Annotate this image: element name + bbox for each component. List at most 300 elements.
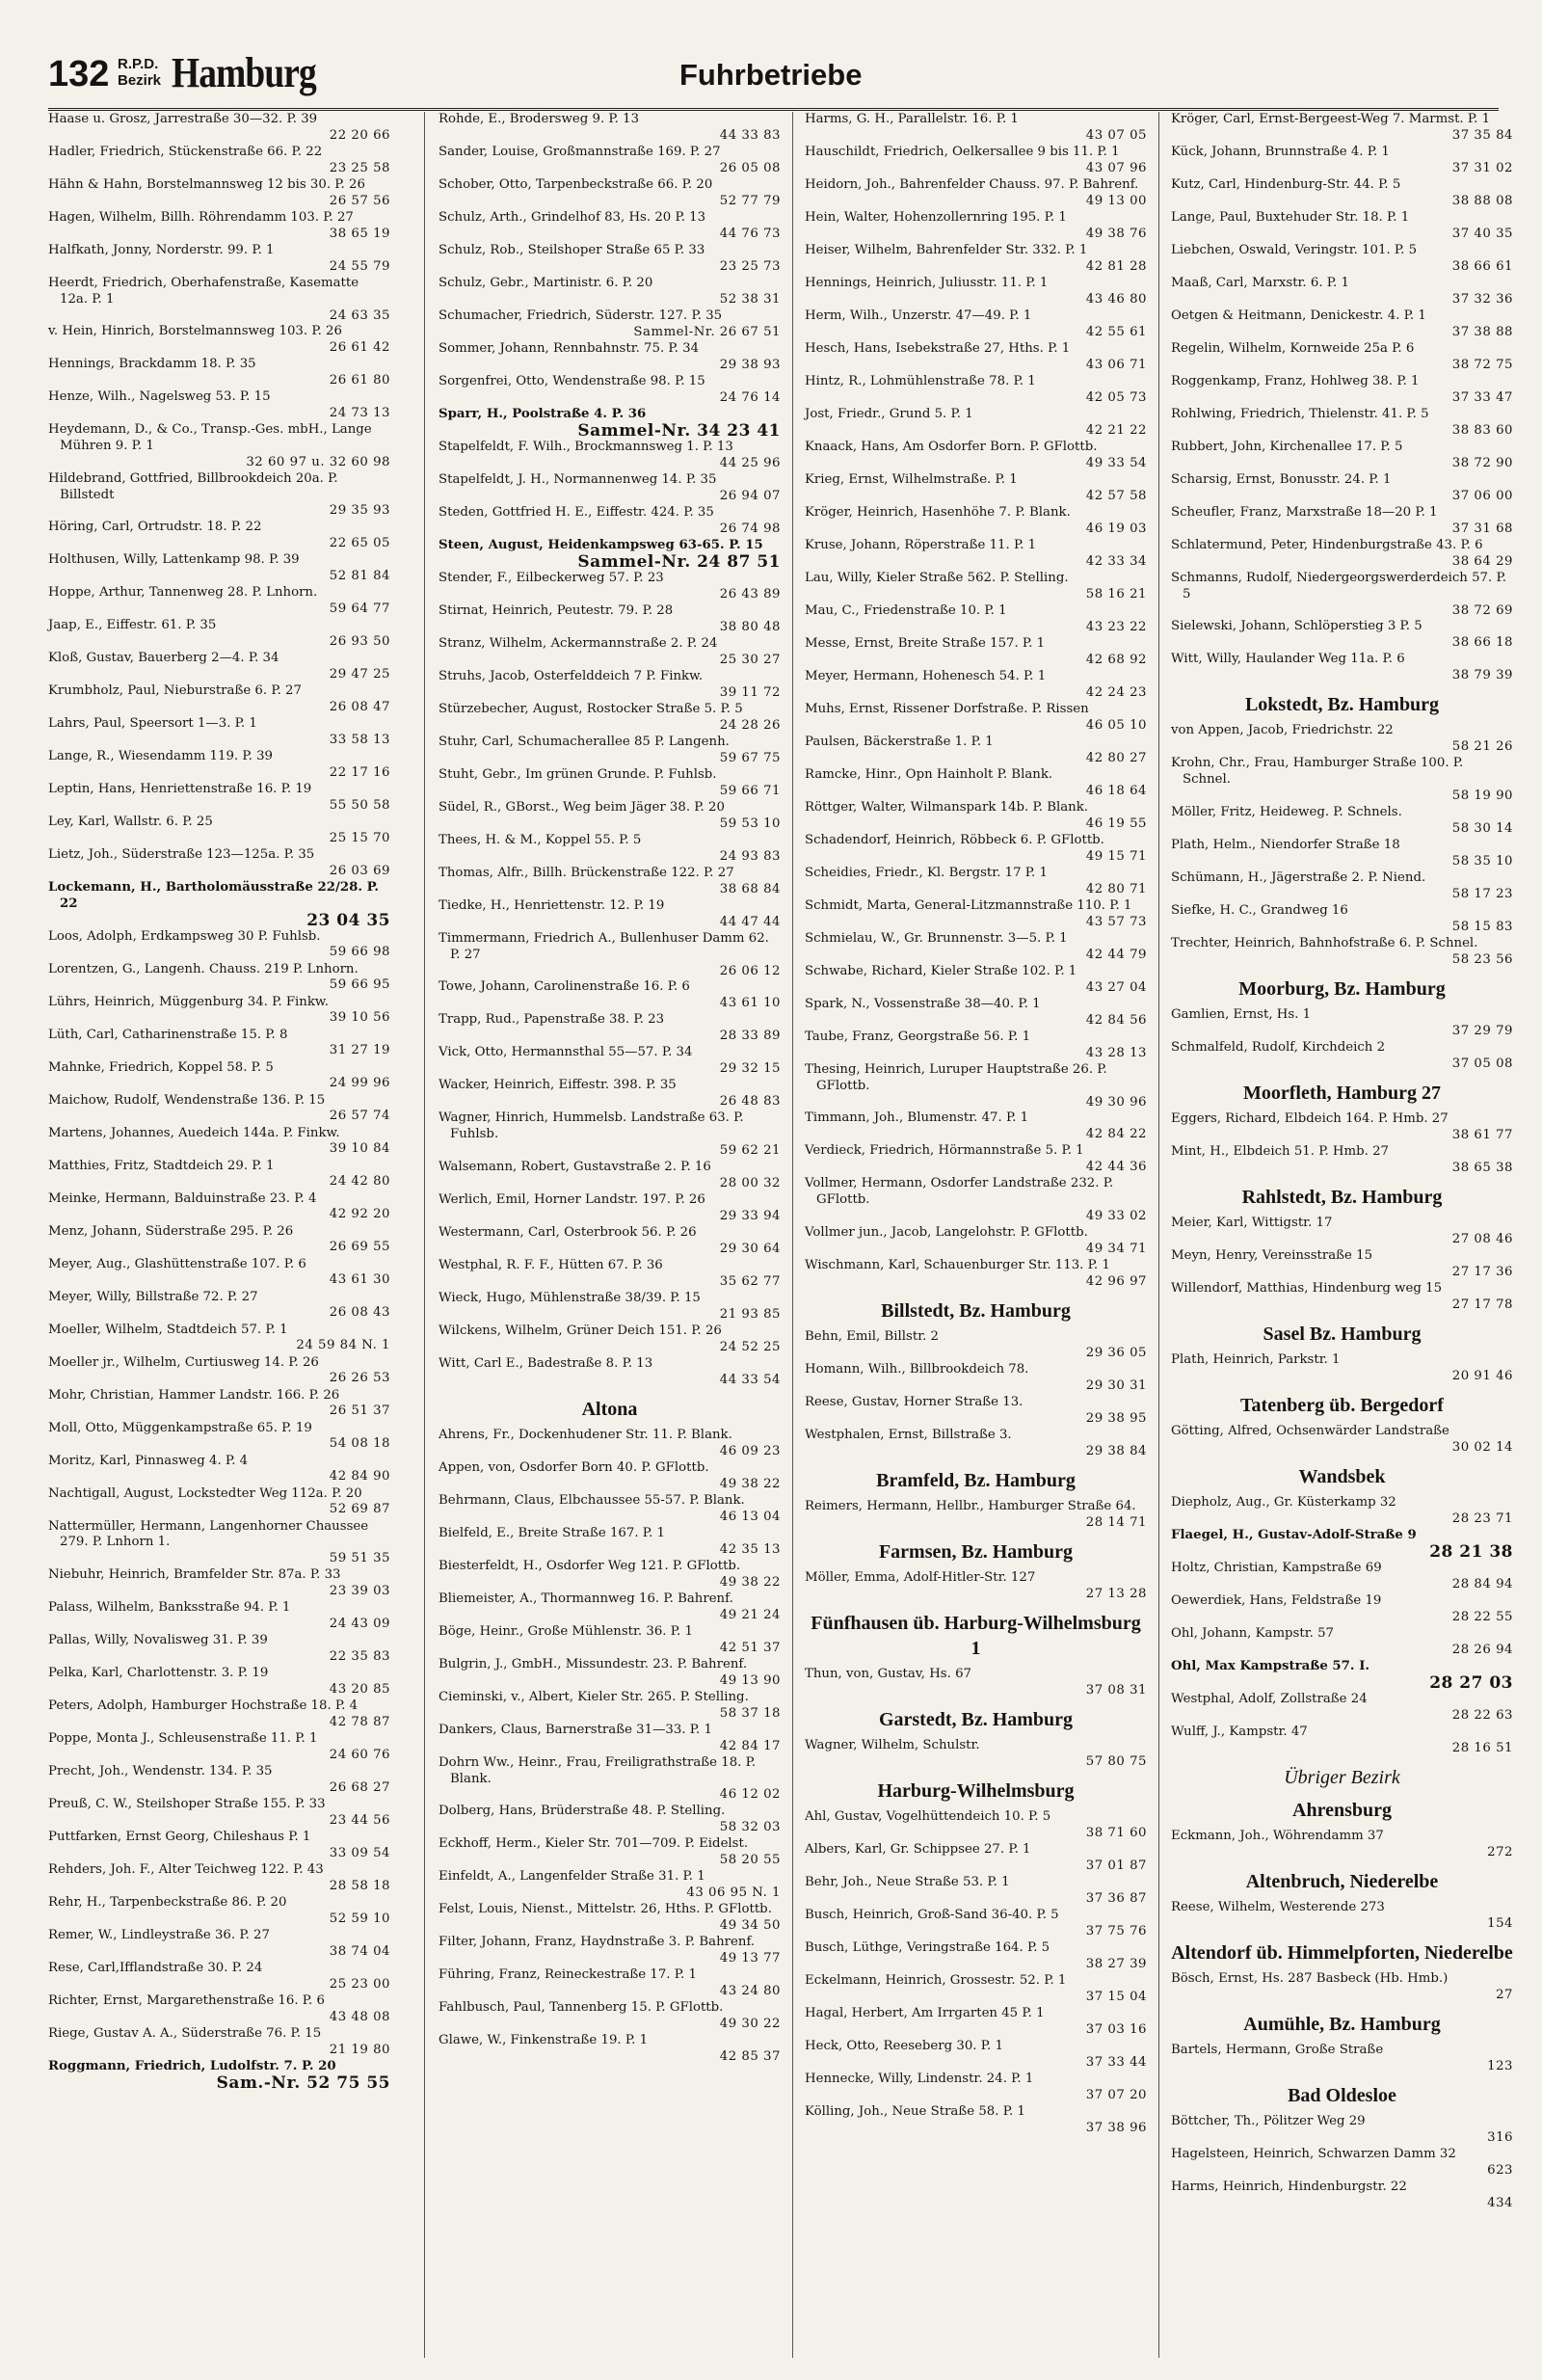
phone-number: 43 24 80 <box>719 1983 781 1998</box>
phone-number: 52 81 84 <box>329 568 390 583</box>
list-item <box>1171 870 1513 903</box>
phone-number: 24 43 09 <box>329 1616 390 1631</box>
phone-number: 42 80 27 <box>1085 750 1147 765</box>
phone-number: 37 08 31 <box>1085 1682 1147 1698</box>
list-item <box>439 1460 781 1493</box>
entry-text: Schümann, H., Jägerstraße 2. P. Niend. <box>1171 869 1426 885</box>
phone-number: 46 13 04 <box>719 1509 781 1524</box>
entry-text: Eckelmann, Heinrich, Grossestr. 52. P. 1 <box>805 1972 1067 1988</box>
list-item <box>805 145 1147 177</box>
phone-number: 42 84 56 <box>1085 1012 1147 1028</box>
entry-text: Remer, W., Lindleystraße 36. P. 27 <box>48 1927 270 1942</box>
list-item <box>48 552 390 585</box>
list-item <box>48 683 390 716</box>
phone-number: 29 47 25 <box>329 666 390 682</box>
entry-text: Behn, Emil, Billstr. 2 <box>805 1328 940 1344</box>
phone-number: 27 13 28 <box>1085 1586 1147 1601</box>
list-item <box>439 1428 781 1460</box>
list-item <box>1171 374 1513 407</box>
list-item <box>805 1842 1147 1875</box>
phone-number: 37 33 47 <box>1451 389 1513 405</box>
phone-number: 30 02 14 <box>1451 1439 1513 1455</box>
phone-number: 38 72 75 <box>1451 357 1513 372</box>
entry-text: Scheidies, Friedr., Kl. Bergstr. 17 P. 1 <box>805 866 1048 880</box>
list-item <box>439 1324 781 1356</box>
list-item <box>439 800 781 833</box>
entry-text: Oetgen & Heitmann, Denickestr. 4. P. 1 <box>1171 308 1426 323</box>
entry-text: Heerdt, Friedrich, Oberhafenstraße, Kasematte 12a. P. 1 <box>48 276 359 307</box>
list-item <box>48 1191 390 1224</box>
phone-number: 28 14 71 <box>1085 1514 1147 1530</box>
list-item <box>439 1624 781 1657</box>
entry-text: Martens, Johannes, Auedeich 144a. P. Finkw. <box>48 1125 340 1140</box>
phone-number: 39 10 56 <box>329 1010 390 1026</box>
phone-number: 22 65 05 <box>329 535 390 550</box>
phone-number: 38 72 90 <box>1451 455 1513 470</box>
phone-number: 37 06 00 <box>1451 488 1513 503</box>
entry-text: Gamlien, Ernst, Hs. 1 <box>1171 1006 1312 1022</box>
list-item <box>1171 177 1513 210</box>
entry-text: Lahrs, Paul, Speersort 1—3. P. 1 <box>48 716 257 732</box>
list-item <box>48 1830 390 1862</box>
entry-text: Moll, Otto, Müggenkampstraße 65. P. 19 <box>48 1420 312 1435</box>
entry-text: Reimers, Hermann, Hellbr., Hamburger Straße 64. <box>805 1498 1136 1513</box>
bezirk-label: Bezirk <box>118 72 162 89</box>
phone-number: 58 30 14 <box>1451 820 1513 836</box>
list-item <box>439 1291 781 1324</box>
phone-number: 44 47 44 <box>719 914 781 929</box>
list-item <box>439 1657 781 1690</box>
phone-number: 28 26 94 <box>1451 1642 1513 1657</box>
phone-number: 42 57 58 <box>1085 488 1147 503</box>
entry-text: Meinke, Hermann, Balduinstraße 23. P. 4 <box>48 1190 317 1206</box>
entry-text: Hauschildt, Friedrich, Oelkersallee 9 bis 11. P. 1 <box>805 145 1120 159</box>
phone-number: 42 84 22 <box>1085 1127 1147 1142</box>
phone-number: 42 51 37 <box>719 1640 781 1655</box>
list-item <box>439 1225 781 1258</box>
entry-text: Busch, Lüthge, Veringstraße 164. P. 5 <box>805 1939 1050 1955</box>
entry-text: Busch, Heinrich, Groß-Sand 36-40. P. 5 <box>805 1907 1059 1922</box>
list-item <box>439 636 781 669</box>
phone-number: 32 60 97 u. 32 60 98 <box>246 454 390 469</box>
list-item <box>439 1078 781 1110</box>
entry-text: Schwabe, Richard, Kieler Straße 102. P. 1 <box>805 964 1077 978</box>
entry-text: Mahnke, Friedrich, Koppel 58. P. 5 <box>48 1059 274 1075</box>
city-title: Hamburg <box>172 49 316 96</box>
entry-text: Hagen, Wilhelm, Billh. Röhrendamm 103. P. 27 <box>48 210 354 225</box>
phone-number: 26 94 07 <box>719 488 781 503</box>
list-item <box>48 1731 390 1764</box>
entry-text: Schulz, Gebr., Martinistr. 6. P. 20 <box>439 276 653 290</box>
list-item <box>48 210 390 243</box>
list-item <box>1171 112 1513 145</box>
phone-number: 28 58 18 <box>329 1878 390 1893</box>
locality-heading: Farmsen, Bz. Hamburg <box>878 1540 1074 1563</box>
phone-number: 46 19 03 <box>1085 521 1147 536</box>
phone-number: 43 07 96 <box>1085 160 1147 175</box>
entry-text: Heidorn, Joh., Bahrenfelder Chauss. 97. P. Bahrenf. <box>805 177 1139 192</box>
phone-number: 23 25 58 <box>329 160 390 175</box>
phone-number: 37 33 44 <box>1085 2054 1147 2070</box>
list-item <box>48 1928 390 1961</box>
entry-text: Dohrn Ww., Heinr., Frau, Freiligrathstraße 18. P. Blank. <box>439 1754 757 1786</box>
entry-text: Rubbert, John, Kirchenallee 17. P. 5 <box>1171 440 1403 454</box>
entry-text: Mau, C., Friedenstraße 10. P. 1 <box>805 603 1007 618</box>
phone-number: 37 38 96 <box>1085 2120 1147 2135</box>
entry-text: Schmalfeld, Rudolf, Kirchdeich 2 <box>1171 1039 1386 1055</box>
list-item <box>1171 723 1513 756</box>
phone-number: 23 39 03 <box>329 1583 390 1598</box>
phone-number: 26 61 80 <box>329 373 390 388</box>
entry-text: Witt, Willy, Haulander Weg 11a. P. 6 <box>1171 652 1405 667</box>
list-item <box>439 1755 781 1804</box>
locality-heading: Lokstedt, Bz. Hamburg <box>1244 694 1440 716</box>
phone-number: 24 93 83 <box>719 848 781 864</box>
entry-text: Scheufler, Franz, Marxstraße 18—20 P. 1 <box>1171 505 1438 520</box>
list-item <box>805 1875 1147 1908</box>
list-item <box>48 243 390 276</box>
entry-text: Fahlbusch, Paul, Tannenberg 15. P. GFlottb. <box>439 2000 724 2016</box>
list-item <box>439 702 781 735</box>
entry-text: Meyn, Henry, Vereinsstraße 15 <box>1171 1247 1373 1263</box>
entry-text: Rehr, H., Tarpenbeckstraße 86. P. 20 <box>48 1894 287 1910</box>
list-item <box>439 1836 781 1869</box>
phone-number: 21 19 80 <box>329 2042 390 2057</box>
entry-text: Rehders, Joh. F., Alter Teichweg 122. P. 43 <box>48 1861 324 1877</box>
phone-number: 29 35 93 <box>329 503 390 519</box>
list-item <box>439 669 781 702</box>
list-item <box>805 538 1147 571</box>
list-item <box>48 1290 390 1323</box>
phone-number: 28 33 89 <box>719 1029 781 1044</box>
list-item <box>1171 1248 1513 1281</box>
page-number: 132 <box>48 54 110 94</box>
phone-number: 37 38 88 <box>1451 324 1513 339</box>
entry-text: Moeller, Wilhelm, Stadtdeich 57. P. 1 <box>48 1322 288 1337</box>
entry-text: Trapp, Rud., Papenstraße 38. P. 23 <box>439 1012 665 1028</box>
list-item <box>805 1908 1147 1940</box>
entry-text: Stuhr, Carl, Schumacherallee 85 P. Langenh. <box>439 735 730 749</box>
entry-text: Möller, Fritz, Heideweg. P. Schnels. <box>1171 804 1402 819</box>
entry-text: Lange, Paul, Buxtehuder Str. 18. P. 1 <box>1171 210 1410 225</box>
entry-text: Roggenkamp, Franz, Hohlweg 38. P. 1 <box>1171 374 1420 388</box>
phone-number: 38 83 60 <box>1451 422 1513 438</box>
phone-number: 49 15 71 <box>1085 848 1147 864</box>
entry-text: Südel, R., GBorst., Weg beim Jäger 38. P. 20 <box>439 800 725 815</box>
phone-number: 52 38 31 <box>719 291 781 307</box>
list-item <box>1171 1725 1513 1757</box>
phone-number: 26 57 56 <box>329 193 390 208</box>
entry-text: Meyer, Aug., Glashüttenstraße 107. P. 6 <box>48 1256 306 1271</box>
entry-text: Kölling, Joh., Neue Straße 58. P. 1 <box>805 2103 1025 2119</box>
list-item <box>805 1499 1147 1532</box>
entry-text: Glawe, W., Finkenstraße 19. P. 1 <box>439 2033 649 2048</box>
list-item <box>439 243 781 276</box>
phone-number: 26 48 83 <box>719 1094 781 1110</box>
entry-text: Filter, Johann, Franz, Haydnstraße 3. P. Bahrenf. <box>439 1935 756 1950</box>
phone-number: 24 73 13 <box>329 406 390 421</box>
list-item <box>805 1973 1147 2006</box>
list-item <box>48 782 390 815</box>
list-item <box>1171 2147 1513 2179</box>
entry-text: Hähn & Hahn, Borstelmannsweg 12 bis 30. P. 26 <box>48 177 365 192</box>
phone-number: 272 <box>1487 1844 1513 1859</box>
entry-text: Schadendorf, Heinrich, Röbbeck 6. P. GFlottb. <box>805 833 1104 847</box>
phone-number: 39 10 84 <box>329 1141 390 1157</box>
phone-number: 38 66 61 <box>1451 258 1513 274</box>
entry-text: Westphalen, Ernst, Billstraße 3. <box>805 1427 1012 1442</box>
phone-number: 42 81 28 <box>1085 258 1147 274</box>
phone-number: 49 13 90 <box>719 1672 781 1688</box>
entry-text: von Appen, Jacob, Friedrichstr. 22 <box>1171 723 1394 738</box>
entry-text: Hagelsteen, Heinrich, Schwarzen Damm 32 <box>1171 2146 1456 2161</box>
list-item <box>48 716 390 749</box>
entry-text: Ahrens, Fr., Dockenhudener Str. 11. P. Blank. <box>439 1427 732 1442</box>
phone-number: 21 93 85 <box>719 1306 781 1322</box>
locality-heading: Bad Oldesloe <box>1288 2084 1396 2106</box>
entry-text: Paulsen, Bäckerstraße 1. P. 1 <box>805 735 994 749</box>
entry-text: Schmidt, Marta, General-Litzmannstraße 110. P. 1 <box>805 898 1132 913</box>
phone-number: 26 03 69 <box>329 863 390 878</box>
phone-number: 25 23 00 <box>329 1976 390 1992</box>
phone-number: 28 21 38 <box>1429 1541 1513 1562</box>
entry-text: Heydemann, D., & Co., Transp.-Ges. mbH., Lange Mühren 9. P. 1 <box>48 422 372 454</box>
phone-number: 28 22 63 <box>1451 1707 1513 1723</box>
entry-text: Schulz, Arth., Grindelhof 83, Hs. 20 P. 13 <box>439 210 706 225</box>
entry-text: Steen, August, Heidenkampsweg 63-65. P. 15 <box>439 538 763 552</box>
list-item <box>805 735 1147 767</box>
phone-number: 39 11 72 <box>719 684 781 700</box>
entry-text: Stirnat, Heinrich, Peutestr. 79. P. 28 <box>439 603 674 618</box>
phone-number: 38 79 39 <box>1451 668 1513 683</box>
entry-text: Ahl, Gustav, Vogelhüttendeich 10. P. 5 <box>805 1808 1051 1824</box>
list-item <box>439 1493 781 1526</box>
phone-number: 52 59 10 <box>329 1911 390 1926</box>
list-item <box>48 1126 390 1159</box>
list-item <box>1171 1659 1513 1692</box>
phone-number: 28 22 55 <box>1451 1609 1513 1624</box>
entry-text: Stapelfeldt, F. Wilh., Brockmannsweg 1. P. 13 <box>439 440 733 454</box>
entry-text: Werlich, Emil, Horner Landstr. 197. P. 26 <box>439 1191 705 1207</box>
phone-number: 46 18 64 <box>1085 783 1147 798</box>
entry-text: Stender, F., Eilbeckerweg 57. P. 23 <box>439 571 664 585</box>
phone-number: 26 26 53 <box>329 1371 390 1386</box>
phone-number: 42 80 71 <box>1085 881 1147 896</box>
list-item <box>805 669 1147 702</box>
list-item <box>439 1935 781 1967</box>
phone-number: 38 80 48 <box>719 619 781 634</box>
phone-number: 43 20 85 <box>329 1681 390 1697</box>
phone-number: 58 19 90 <box>1451 788 1513 803</box>
list-item <box>48 1567 390 1600</box>
locality-heading: Garstedt, Bz. Hamburg <box>878 1708 1074 1730</box>
entry-text: Behrmann, Claus, Elbchaussee 55-57. P. Blank. <box>439 1492 745 1508</box>
list-item <box>1171 145 1513 177</box>
list-item <box>48 618 390 651</box>
phone-number: 154 <box>1487 1915 1513 1931</box>
entry-text: Heck, Otto, Reeseberg 30. P. 1 <box>805 2038 1003 2053</box>
list-item <box>805 243 1147 276</box>
list-item <box>48 1600 390 1633</box>
entry-text: Scharsig, Ernst, Bonusstr. 24. P. 1 <box>1171 472 1392 487</box>
entry-text: Sorgenfrei, Otto, Wendenstraße 98. P. 15 <box>439 374 705 388</box>
list-item <box>1171 805 1513 838</box>
entry-text: Peters, Adolph, Hamburger Hochstraße 18. P. 4 <box>48 1698 359 1713</box>
list-item <box>439 735 781 767</box>
phone-number: 26 68 27 <box>329 1779 390 1795</box>
entry-text: Harms, G. H., Parallelstr. 16. P. 1 <box>805 112 1019 126</box>
list-item <box>48 880 390 928</box>
entry-text: Taube, Franz, Georgstraße 56. P. 1 <box>805 1030 1031 1044</box>
phone-number: 26 93 50 <box>329 633 390 649</box>
phone-number: 28 00 32 <box>719 1175 781 1190</box>
phone-number: 24 55 79 <box>329 258 390 274</box>
list-item <box>48 962 390 995</box>
entry-text: Mohr, Christian, Hammer Landstr. 166. P. 26 <box>48 1387 340 1403</box>
entry-text: Stapelfeldt, J. H., Normannenweg 14. P. 35 <box>439 472 717 487</box>
list-item <box>805 931 1147 964</box>
list-item <box>1171 1971 1513 2004</box>
phone-number: 38 68 84 <box>719 881 781 896</box>
list-item <box>48 1486 390 1519</box>
entry-text: Timmann, Joh., Blumenstr. 47. P. 1 <box>805 1110 1029 1126</box>
entry-text: Thees, H. & M., Koppel 55. P. 5 <box>439 833 642 847</box>
phone-number: 49 38 76 <box>1085 226 1147 241</box>
phone-number: 49 30 22 <box>719 2016 781 2031</box>
phone-number: 42 68 92 <box>1085 652 1147 667</box>
list-item <box>805 177 1147 210</box>
entry-text: Ramcke, Hinr., Opn Hainholt P. Blank. <box>805 767 1053 782</box>
entry-text: Westermann, Carl, Osterbrook 56. P. 26 <box>439 1224 697 1240</box>
list-item <box>48 1698 390 1731</box>
entry-text: Regelin, Wilhelm, Kornweide 25a P. 6 <box>1171 341 1415 356</box>
entry-text: Bliemeister, A., Thormannweg 16. P. Bahrenf. <box>439 1591 733 1606</box>
phone-number: 49 21 24 <box>719 1607 781 1622</box>
entry-text: Meyer, Hermann, Hohenesch 54. P. 1 <box>805 669 1047 683</box>
entry-text: Röttger, Walter, Wilmanspark 14b. P. Blank. <box>805 800 1089 815</box>
phone-number: 42 24 23 <box>1085 684 1147 700</box>
phone-number: 58 15 83 <box>1451 919 1513 934</box>
phone-number: 42 44 79 <box>1085 947 1147 962</box>
phone-number: 49 13 77 <box>719 1950 781 1966</box>
phone-number: 434 <box>1487 2195 1513 2210</box>
phone-number: 49 13 00 <box>1085 193 1147 208</box>
list-item <box>805 1667 1147 1699</box>
entry-text: Dolberg, Hans, Brüderstraße 48. P. Stelling. <box>439 1804 726 1819</box>
column-4 <box>1171 112 1513 2212</box>
phone-number: 37 15 04 <box>1085 1989 1147 2004</box>
entry-text: Plath, Heinrich, Parkstr. 1 <box>1171 1351 1341 1367</box>
list-item <box>48 1633 390 1666</box>
phone-number: 24 52 25 <box>719 1339 781 1354</box>
entry-text: Siefke, H. C., Grandweg 16 <box>1171 902 1348 918</box>
locality-heading: Bramfeld, Bz. Hamburg <box>876 1469 1076 1491</box>
list-item <box>439 1012 781 1045</box>
list-item <box>1171 1900 1513 1933</box>
entry-text: Palass, Wilhelm, Banksstraße 94. P. 1 <box>48 1599 291 1615</box>
entry-text: Holtz, Christian, Kampstraße 69 <box>1171 1560 1382 1575</box>
entry-text: Cieminski, v., Albert, Kieler Str. 265. P. Stelling. <box>439 1689 749 1704</box>
list-item <box>1171 838 1513 870</box>
entry-text: Homann, Wilh., Billbrookdeich 78. <box>805 1361 1029 1377</box>
entry-text: Bösch, Ernst, Hs. 287 Basbeck (Hb. Hmb.) <box>1171 1970 1449 1986</box>
entry-text: Wagner, Hinrich, Hummelsb. Landstraße 63. P. Fuhlsb. <box>439 1110 744 1142</box>
phone-number: 43 23 22 <box>1085 619 1147 634</box>
list-item <box>805 603 1147 636</box>
list-item <box>805 1176 1147 1224</box>
entry-text: Schmielau, W., Gr. Brunnenstr. 3—5. P. 1 <box>805 931 1068 946</box>
phone-number: 26 08 43 <box>329 1305 390 1321</box>
phone-number: 59 51 35 <box>329 1551 390 1566</box>
list-item <box>48 177 390 210</box>
list-item <box>805 407 1147 440</box>
phone-number: 24 28 26 <box>719 717 781 733</box>
entry-text: Lange, R., Wiesendamm 119. P. 39 <box>48 749 273 764</box>
entry-text: Sommer, Johann, Rennbahnstr. 75. P. 34 <box>439 341 700 356</box>
phone-number: 24 60 76 <box>329 1747 390 1762</box>
phone-number: 59 66 98 <box>329 945 390 960</box>
phone-number: 22 35 83 <box>329 1648 390 1664</box>
phone-number: 28 84 94 <box>1451 1576 1513 1591</box>
list-item <box>805 472 1147 505</box>
phone-number: 49 30 96 <box>1085 1094 1147 1110</box>
entry-text: Diepholz, Aug., Gr. Küsterkamp 32 <box>1171 1494 1396 1510</box>
phone-number: 26 69 55 <box>329 1240 390 1255</box>
phone-number: 49 38 22 <box>719 1574 781 1590</box>
list-item <box>48 1060 390 1093</box>
entry-text: Steden, Gottfried H. E., Eiffestr. 424. P. 35 <box>439 505 714 520</box>
entry-text: Vick, Otto, Hermannsthal 55—57. P. 34 <box>439 1045 693 1060</box>
locality-heading: Rahlstedt, Bz. Hamburg <box>1241 1186 1443 1208</box>
entry-text: Lau, Willy, Kieler Straße 562. P. Stelling. <box>805 571 1069 585</box>
list-item <box>805 866 1147 898</box>
list-item <box>439 898 781 931</box>
list-item <box>805 1258 1147 1291</box>
entry-text: Maaß, Carl, Marxstr. 6. P. 1 <box>1171 276 1349 290</box>
list-item <box>48 389 390 422</box>
list-item <box>48 1862 390 1895</box>
entry-text: Jost, Friedr., Grund 5. P. 1 <box>805 407 973 421</box>
phone-number: 49 33 02 <box>1085 1208 1147 1223</box>
entry-text: Plath, Helm., Niendorfer Straße 18 <box>1171 837 1400 852</box>
entry-text: Einfeldt, A., Langenfelder Straße 31. P. 1 <box>439 1869 705 1885</box>
list-item <box>439 571 781 603</box>
list-item <box>805 1062 1147 1110</box>
list-item <box>48 1895 390 1928</box>
entry-text: Messe, Ernst, Breite Straße 157. P. 1 <box>805 636 1046 651</box>
phone-number: 37 31 68 <box>1451 521 1513 536</box>
entry-text: Tiedke, H., Henriettenstr. 12. P. 19 <box>439 898 665 913</box>
list-item <box>439 1591 781 1624</box>
list-item <box>439 1356 781 1389</box>
phone-number: 37 05 08 <box>1451 1056 1513 1071</box>
list-item <box>439 1045 781 1078</box>
phone-number: 22 20 66 <box>329 127 390 143</box>
phone-number: 29 32 15 <box>719 1061 781 1077</box>
entry-text: Precht, Joh., Wendenstr. 134. P. 35 <box>48 1763 273 1778</box>
entry-text: Stranz, Wilhelm, Ackermannstraße 2. P. 24 <box>439 636 718 651</box>
list-item <box>1171 571 1513 619</box>
entry-text: Wagner, Wilhelm, Schulstr. <box>805 1737 980 1752</box>
list-item <box>48 1093 390 1126</box>
entry-text: Eckmann, Joh., Wöhrendamm 37 <box>1171 1828 1384 1843</box>
list-item <box>1171 619 1513 652</box>
phone-number: 43 27 04 <box>1085 979 1147 995</box>
list-item <box>805 2006 1147 2039</box>
entry-text: Walsemann, Robert, Gustavstraße 2. P. 16 <box>439 1159 711 1174</box>
phone-number: 43 46 80 <box>1085 291 1147 307</box>
list-item <box>1171 276 1513 308</box>
